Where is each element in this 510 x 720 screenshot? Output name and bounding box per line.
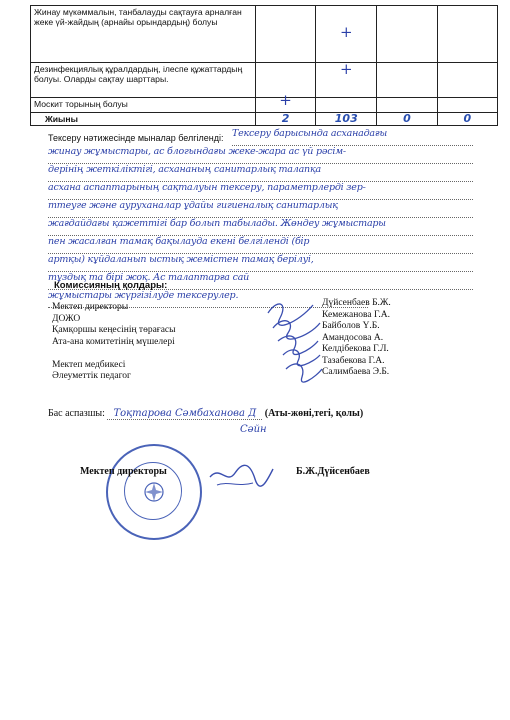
mark-cell [377, 63, 437, 98]
notes-line: жинау жұмыстары, ас блогындағы жеке-жара ас үй рәсім- [48, 146, 473, 164]
notes-line: дерінің жеткіліктігі, асхананың санитарлық талапқа [48, 164, 473, 182]
mark-cell [377, 6, 437, 63]
role-label: Ата-ана комитетінің мүшелері [52, 336, 175, 347]
director-name: Б.Ж.Дүйсенбаев [296, 466, 370, 477]
mark-cell-value: + [339, 23, 353, 41]
head-cook-row [48, 408, 363, 419]
mark-cell [316, 98, 377, 113]
official-seal-icon [106, 444, 202, 540]
notes-line: Тексеру барысында асханадағы [232, 128, 473, 146]
notes-line: асхана аспаптарының сақталуын тексеру, параметрлерді зер- [48, 182, 473, 200]
mark-cell-value: + [279, 91, 292, 109]
mark-cell [377, 98, 437, 113]
mark-cell [255, 6, 316, 63]
commission-heading: Комиссияның қолдары: [54, 280, 168, 291]
head-cook-hint: (Аты-жөні,тегі, қолы) [264, 408, 364, 419]
notes-line: пен жасалған тамақ бақылауда екені белгіленді (бір [48, 236, 473, 254]
mark-cell [437, 63, 497, 98]
role-label: Мектеп медбикесі [52, 359, 126, 370]
role-label: Мектеп директоры [52, 302, 129, 312]
mark-cell [316, 6, 377, 63]
total-label: Жиыны [31, 113, 256, 126]
head-cook-signature: Сәйн [240, 424, 267, 435]
table-row [31, 63, 498, 98]
member-name: Келдібекова Г.Л. [322, 344, 389, 354]
member-name: Амандосова А. [322, 332, 384, 343]
notes-line: тұздық та бірі жоқ. Ас талаптарға сай [48, 272, 473, 290]
member-name: Салимбаева Э.Б. [322, 367, 390, 377]
mark-cell [255, 91, 316, 113]
mark-cell [437, 6, 497, 63]
notes-line: ттеуге және ауруханалар ұдайы гигиеналық санитарлық [48, 200, 473, 218]
mark-cell [316, 60, 377, 98]
head-cook-label: Бас аспазшы: [48, 408, 105, 419]
total-value: 0 [377, 113, 437, 126]
notes-label: Тексеру нәтижесінде мыналар белгіленді: [48, 133, 224, 143]
total-value: 0 [437, 113, 497, 126]
head-cook-name: Тоқтарова Сәмбаханова Д [107, 408, 262, 420]
member-name: Кемежанова Г.А. [322, 309, 391, 320]
table-row [31, 98, 498, 113]
commission-signatures [258, 293, 328, 388]
notes-line: жұмыстары жүргізілуде тексерулер. [48, 290, 368, 308]
commission-roles [52, 302, 176, 383]
director-signature [205, 455, 275, 495]
total-value: 103 [316, 113, 377, 126]
criterion-cell: Москит торының болуы [31, 98, 256, 113]
notes-line: жағдайдағы қажеттігі бар болып табылады. Жөндеу жұмыстары [48, 218, 473, 236]
mark-cell [437, 98, 497, 113]
table-row [31, 113, 498, 126]
role-label: ДОЖО [52, 313, 81, 324]
criterion-cell: Жинау мүкәммалын, танбалауды сақтауға арналған жеке үй-жайдың (арнайы орындардың) болуы [31, 6, 256, 63]
commission-names [322, 298, 391, 379]
director-title: Мектеп директоры [80, 466, 167, 477]
seal-emblem [141, 479, 167, 505]
role-spacer [52, 348, 176, 360]
checklist-table [30, 5, 498, 126]
table-row [31, 6, 498, 63]
criterion-cell: Дезинфекциялық құралдардың, ілеспе құжаттардың болуы. Оларды сақтау шарттары. [31, 63, 256, 98]
notes-line: артқы) кұйдаланып ыстық жемістен тамақ берілуі, [48, 254, 473, 272]
role-label: Әлеуметтік педагог [52, 371, 131, 381]
member-name: Тазабекова Г.А. [322, 355, 385, 366]
role-label: Қамқоршы кеңесінің төрағасы [52, 325, 176, 335]
mark-cell-value: + [339, 60, 353, 78]
member-name: Дүйсенбаев Б.Ж. [322, 298, 391, 308]
total-value: 2 [255, 113, 316, 126]
member-name: Байболов Ү.Б. [322, 321, 380, 331]
